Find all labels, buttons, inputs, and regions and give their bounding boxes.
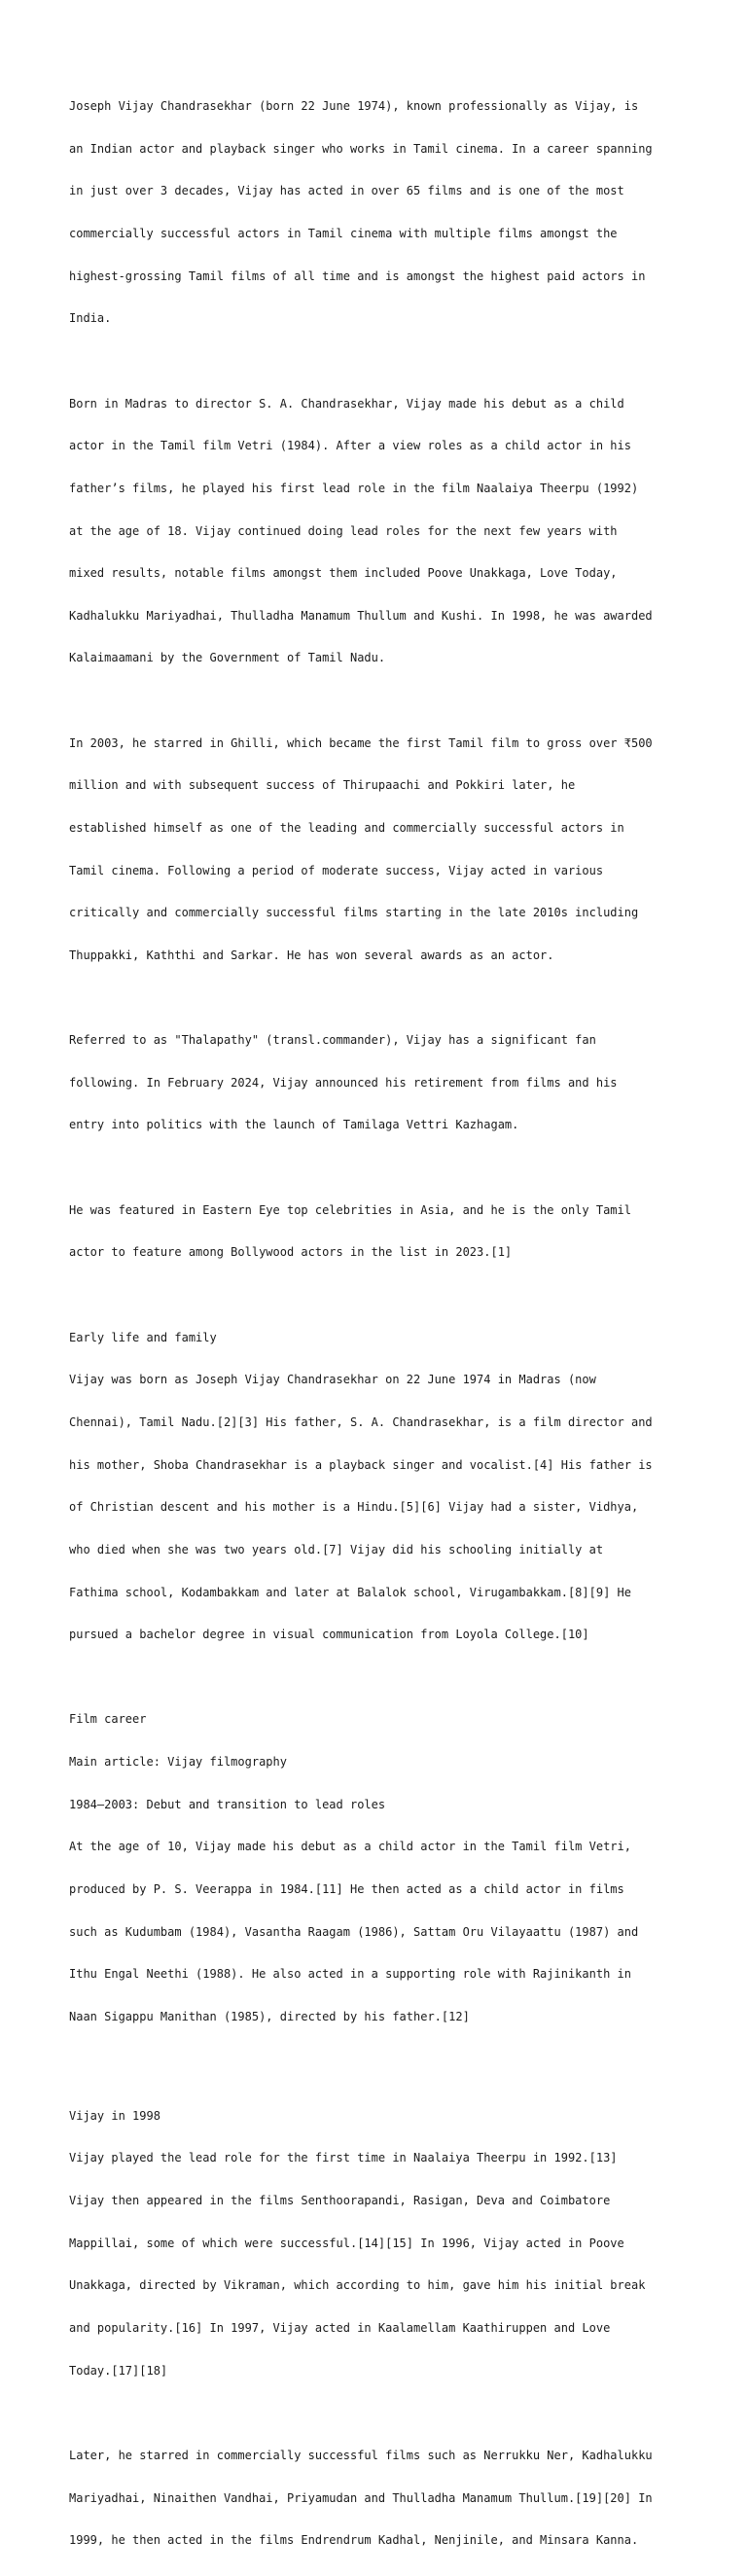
section-heading: Early life and family (69, 1330, 217, 1344)
main-article-note: Main article: Vijay filmography (69, 1755, 287, 1770)
text-line: established himself as one of the leading and commercially successful actors in (69, 820, 624, 835)
text-line: Kadhalukku Mariyadhai, Thulladha Manamum Thullum and Kushi. In 1998, he was awarded (69, 608, 653, 623)
text-line: Fathima school, Kodambakkam and later at Balalok school, Virugambakkam.[8][9] He (69, 1585, 631, 1599)
text-line: an Indian actor and playback singer who works in Tamil cinema. In a career spanning (69, 141, 653, 156)
film-career-section (69, 1684, 692, 2052)
text-line: In 2003, he starred in Ghilli, which became the first Tamil film to gross over ₹500 (69, 735, 653, 750)
section-heading: Film career (69, 1712, 147, 1727)
text-line: following. In February 2024, Vijay announced his retirement from films and his (69, 1075, 618, 1090)
text-line: Vijay played the lead role for the first time in Naalaiya Theerpu in 1992.[13] (69, 2151, 618, 2165)
text-line: Referred to as "Thalapathy" (transl.commander), Vijay has a significant fan (69, 1033, 596, 1048)
text-line: and popularity.[16] In 1997, Vijay acted in Kaalamellam Kaathiruppen and Love (69, 2320, 611, 2335)
text-line: Vijay then appeared in the films Senthoorapandi, Rasigan, Deva and Coimbatore (69, 2194, 611, 2208)
text-line: Ithu Engal Neethi (1988). He also acted in a supporting role with Rajinikanth in (69, 1967, 631, 1982)
text-line: India. (69, 311, 112, 326)
text-line: actor to feature among Bollywood actors in the list in 2023.[1] (69, 1245, 513, 1260)
text-line: Joseph Vijay Chandrasekhar (born 22 June 1974), known professionally as Vijay, is (69, 99, 639, 114)
text-line: Mariyadhai, Ninaithen Vandhai, Priyamudan and Thulladha Manamum Thullum.[19][20] In (69, 2490, 653, 2505)
text-line: Unakkaga, directed by Vikraman, which according to him, gave him his initial break (69, 2278, 646, 2293)
text-line: produced by P. S. Veerappa in 1984.[11] He then acted as a child actor in films (69, 1882, 624, 1896)
text-line: critically and commercially successful films starting in the late 2010s including (69, 906, 639, 920)
image-caption: Vijay in 1998 (69, 2108, 160, 2123)
ghilli-paragraph (69, 708, 692, 991)
text-line: such as Kudumbam (1984), Vasantha Raagam (1986), Sattam Oru Vilayaattu (1987) and (69, 1924, 639, 1939)
thalapathy-paragraph (69, 1005, 692, 1161)
text-line: 1999, he then acted in the films Endrendrum Kadhal, Nenjinile, and Minsara Kanna. (69, 2533, 639, 2548)
text-line: his mother, Shoba Chandrasekhar is a playback singer and vocalist.[4] His father is (69, 1457, 653, 1472)
text-line: Chennai), Tamil Nadu.[2][3] His father, S. A. Chandrasekhar, is a film director and (69, 1414, 653, 1429)
text-line: Naan Sigappu Manithan (1985), directed by his father.[12] (69, 2009, 470, 2023)
text-line: in just over 3 decades, Vijay has acted in over 65 films and is one of the most (69, 184, 624, 198)
text-line: At the age of 10, Vijay made his debut as a child actor in the Tamil film Vetri, (69, 1840, 631, 1854)
eastern-eye-paragraph (69, 1175, 692, 1288)
text-line: entry into politics with the launch of Tamilaga Vettri Kazhagam. (69, 1118, 519, 1132)
subsection-heading: 1984–2003: Debut and transition to lead roles (69, 1797, 386, 1811)
birth-paragraph (69, 368, 692, 694)
text-line: pursued a bachelor degree in visual communication from Loyola College.[10] (69, 1628, 589, 1642)
text-line: Mappillai, some of which were successful.[14][15] In 1996, Vijay acted in Poove (69, 2236, 624, 2250)
later-films-paragraph (69, 2420, 692, 2576)
text-line: mixed results, notable films amongst them included Poove Unakkaga, Love Today, (69, 566, 618, 581)
text-line: Vijay was born as Joseph Vijay Chandrasekhar on 22 June 1974 in Madras (now (69, 1373, 596, 1387)
text-line: million and with subsequent success of Thirupaachi and Pokkiri later, he (69, 778, 576, 793)
lead-role-section (69, 2081, 692, 2407)
text-line: He was featured in Eastern Eye top celebrities in Asia, and he is the only Tamil (69, 1202, 631, 1217)
text-line: Today.[17][18] (69, 2363, 168, 2378)
text-line: highest-grossing Tamil films of all time and is amongst the highest paid actors in (69, 268, 646, 283)
text-line: Tamil cinema. Following a period of moderate success, Vijay acted in various (69, 863, 604, 877)
text-line: Kalaimaamani by the Government of Tamil Nadu. (69, 651, 386, 665)
text-line: who died when she was two years old.[7] Vijay did his schooling initially at (69, 1542, 604, 1556)
text-line: Born in Madras to director S. A. Chandrasekhar, Vijay made his debut as a child (69, 396, 624, 411)
text-line: Thuppakki, Kaththi and Sarkar. He has won several awards as an actor. (69, 948, 554, 962)
early-life-section (69, 1303, 692, 1670)
text-line: at the age of 18. Vijay continued doing lead roles for the next few years with (69, 523, 618, 538)
text-line: commercially successful actors in Tamil cinema with multiple films amongst the (69, 227, 618, 241)
text-line: Later, he starred in commercially successful films such as Nerrukku Ner, Kadhalukku (69, 2448, 653, 2462)
document-page (69, 71, 692, 2576)
text-line: father’s films, he played his first lead role in the film Naalaiya Theerpu (1992) (69, 481, 639, 495)
text-line: of Christian descent and his mother is a Hindu.[5][6] Vijay had a sister, Vidhya, (69, 1500, 639, 1515)
text-line: actor in the Tamil film Vetri (1984). After a view roles as a child actor in his (69, 439, 631, 453)
intro-paragraph (69, 71, 692, 354)
